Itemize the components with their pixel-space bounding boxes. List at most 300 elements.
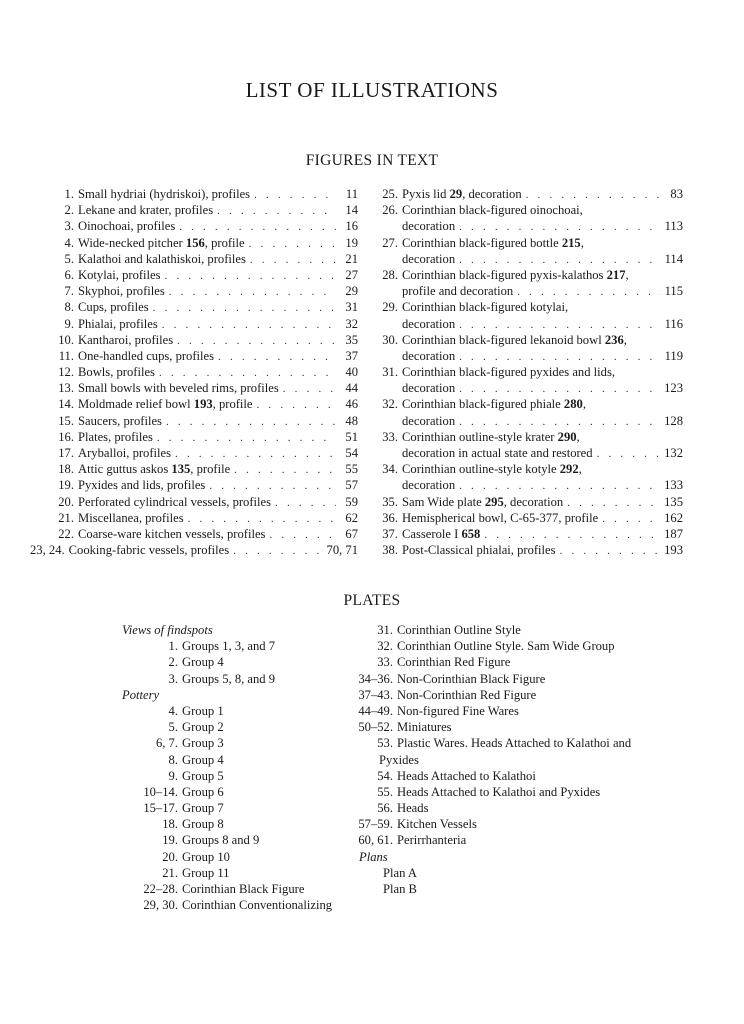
figure-caption: Phialai, profiles: [78, 316, 158, 331]
figure-number: 32.: [382, 397, 398, 412]
plan-entry: Plan A: [383, 865, 417, 880]
plate-number: 32.: [377, 639, 393, 654]
leader-dots: [459, 478, 660, 494]
figure-entry: [54, 461, 358, 477]
page-number: 19: [345, 235, 358, 250]
page-number: 35: [345, 332, 358, 347]
leader-dots: [249, 236, 336, 252]
figure-caption: decoration: [402, 348, 456, 363]
page-number: 48: [345, 413, 358, 428]
figure-number: 33.: [382, 429, 398, 444]
leader-dots: [209, 478, 336, 494]
page-number: 113: [664, 219, 683, 234]
figure-caption: Corinthian outline-style krater 290,: [402, 429, 580, 444]
figure-caption: Kantharoi, profiles: [78, 332, 174, 347]
figure-number: 23, 24.: [30, 543, 65, 558]
leader-dots: [254, 187, 336, 203]
plate-number: 2.: [168, 655, 178, 670]
page-number: 21: [345, 251, 358, 266]
leader-dots: [517, 284, 660, 300]
figure-entry: [370, 429, 683, 445]
figure-number: 13.: [58, 381, 74, 396]
figure-number: 12.: [58, 365, 74, 380]
figure-entry: [54, 235, 358, 251]
figure-number: 18.: [58, 462, 74, 477]
figure-caption: decoration: [402, 219, 456, 234]
figure-entry: [370, 461, 683, 477]
figure-caption: Moldmade relief bowl 193, profile: [78, 397, 253, 412]
leader-dots: [157, 430, 336, 446]
figure-number: 22.: [58, 526, 74, 541]
leader-dots: [269, 527, 336, 543]
figure-caption: decoration: [402, 381, 456, 396]
figure-caption: Lekane and krater, profiles: [78, 203, 214, 218]
plate-entry: [122, 784, 362, 800]
leader-dots: [234, 462, 336, 478]
plate-caption: Corinthian Outline Style. Sam Wide Group: [397, 639, 615, 654]
figure-entry: [370, 510, 683, 526]
catalogue-number: 290: [557, 429, 577, 444]
plates-heading: PLATES: [343, 592, 401, 609]
plate-number: 53.: [377, 736, 393, 751]
figure-entry: [54, 364, 358, 380]
figure-entry: [370, 251, 683, 267]
plate-caption: Groups 8 and 9: [182, 833, 260, 848]
catalogue-number: 292: [559, 462, 579, 477]
plate-caption: Non-Corinthian Black Figure: [397, 671, 546, 686]
figure-caption: Corinthian black-figured phiale 280,: [402, 397, 586, 412]
plate-caption: Group 8: [182, 817, 224, 832]
figure-entry: [370, 186, 683, 202]
figure-caption: decoration: [402, 316, 456, 331]
catalogue-number: 295: [484, 494, 504, 509]
figure-number: 8.: [64, 300, 74, 315]
leader-dots: [250, 252, 336, 268]
catalogue-number: 135: [171, 462, 191, 477]
plate-caption: Plastic Wares. Heads Attached to Kalathoi and: [397, 736, 632, 751]
page-number: 114: [664, 251, 683, 266]
page-number: 11: [345, 187, 358, 201]
page-number: 29: [345, 284, 358, 299]
figure-entry: [54, 413, 358, 429]
plate-number: 34–36.: [358, 671, 393, 686]
catalogue-number: 29: [449, 187, 463, 201]
plate-caption: Group 7: [182, 801, 224, 816]
figure-number: 34.: [382, 462, 398, 477]
plate-entry: [122, 816, 362, 832]
plate-number: 8.: [168, 752, 178, 767]
figure-number: 3.: [64, 219, 74, 234]
leader-dots: [560, 543, 661, 559]
plate-entry: [337, 687, 689, 703]
plate-number: 29, 30.: [143, 898, 178, 913]
leader-dots: [283, 381, 336, 397]
figure-number: 38.: [382, 543, 398, 558]
page-number: 14: [345, 203, 358, 218]
plate-entry: [122, 768, 362, 784]
leader-dots: [233, 543, 322, 559]
leader-dots: [459, 219, 660, 235]
page-number: 187: [664, 526, 683, 541]
leader-dots: [602, 511, 660, 527]
plan-entry: Plan B: [383, 882, 417, 896]
plate-number: 15–17.: [143, 801, 178, 816]
catalogue-number: 215: [561, 235, 581, 250]
plate-caption: Group 11: [182, 865, 230, 880]
plate-entry: [122, 719, 362, 735]
figures-heading: FIGURES IN TEXT: [305, 152, 439, 169]
figure-caption: Kalathoi and kalathiskoi, profiles: [78, 251, 246, 266]
plate-number: 44–49.: [358, 703, 393, 718]
plate-number: 31.: [377, 623, 393, 637]
page-number: 67: [345, 526, 358, 541]
page-number: 44: [345, 381, 358, 396]
leader-dots: [567, 495, 660, 511]
page-number: 32: [345, 316, 358, 331]
plate-entry: [122, 865, 362, 881]
figure-caption: Miscellanea, profiles: [78, 510, 184, 525]
figure-entry: [370, 299, 683, 315]
figure-number: 20.: [58, 494, 74, 509]
page-number: 116: [664, 316, 683, 331]
figure-caption: Small hydriai (hydriskoi), profiles: [78, 187, 251, 201]
figure-number: 9.: [64, 316, 74, 331]
plate-entry: [122, 752, 362, 768]
figure-caption: Corinthian outline-style kotyle 292,: [402, 462, 582, 477]
figure-entry: [54, 429, 358, 445]
plate-number: 1.: [168, 639, 178, 654]
page-number: 62: [345, 510, 358, 525]
figure-caption: Oinochoai, profiles: [78, 219, 176, 234]
plate-entry: [122, 671, 362, 687]
figure-caption: Corinthian black-figured lekanoid bowl 236,: [402, 332, 627, 347]
figure-entry: [370, 332, 683, 348]
figure-caption: Corinthian black-figured pyxis-kalathos 217,: [402, 267, 629, 282]
figure-caption: Cups, profiles: [78, 300, 149, 315]
plate-entry: [337, 671, 689, 687]
leader-dots: [257, 397, 336, 413]
figure-entry: [54, 299, 358, 315]
plate-caption: Groups 5, 8, and 9: [182, 671, 276, 686]
figure-entry: [54, 445, 358, 461]
catalogue-number: 193: [193, 397, 213, 412]
figure-caption: Post-Classical phialai, profiles: [402, 543, 556, 558]
figure-caption: Coarse-ware kitchen vessels, profiles: [78, 526, 266, 541]
page-number: 51: [345, 429, 358, 444]
plate-number: 56.: [377, 801, 393, 816]
figure-entry: [54, 510, 358, 526]
leader-dots: [275, 495, 336, 511]
leader-dots: [526, 187, 661, 203]
figure-entry: [54, 348, 358, 364]
figure-number: 5.: [64, 251, 74, 266]
plate-entry: [122, 897, 362, 913]
plate-caption: Non-figured Fine Wares: [397, 703, 519, 718]
figure-caption: decoration in actual state and restored: [402, 446, 593, 460]
plate-number: 5.: [168, 720, 178, 735]
figure-caption: decoration: [402, 251, 456, 266]
figure-entry: [370, 364, 683, 380]
figure-caption: Bowls, profiles: [78, 365, 155, 380]
figure-number: 16.: [58, 429, 74, 444]
figure-number: 7.: [64, 284, 74, 299]
figure-entry: [54, 380, 358, 396]
page-number: 40: [345, 365, 358, 380]
figure-entry: [370, 218, 683, 234]
figure-number: 36.: [382, 510, 398, 525]
plate-number: 22–28.: [143, 882, 178, 896]
leader-dots: [166, 414, 336, 430]
figure-entry: [370, 396, 683, 412]
figure-entry: [370, 526, 683, 542]
figure-caption: Corinthian black-figured kotylai,: [402, 300, 569, 315]
leader-dots: [188, 511, 336, 527]
plate-caption: Perirrhanteria: [397, 833, 467, 848]
page-number: 83: [670, 187, 683, 201]
figure-caption: Cooking-fabric vessels, profiles: [68, 543, 230, 558]
leader-dots: [459, 414, 660, 430]
figure-entry: [54, 202, 358, 218]
figure-number: 17.: [58, 446, 74, 460]
figure-entry: [370, 380, 683, 396]
figure-number: 25.: [382, 187, 398, 201]
page-number: 162: [664, 510, 683, 525]
page-number: 115: [664, 284, 683, 299]
plate-caption: Pyxides: [379, 752, 419, 767]
figure-number: 30.: [382, 332, 398, 347]
plate-caption: Miniatures: [397, 720, 452, 735]
figure-caption: Small bowls with beveled rims, profiles: [78, 381, 279, 396]
leader-dots: [217, 203, 336, 219]
figure-number: 14.: [58, 397, 74, 412]
page-title: LIST OF ILLUSTRATIONS: [245, 78, 499, 102]
plate-entry: [122, 735, 362, 751]
page-number: 59: [345, 494, 358, 509]
figure-entry: [54, 283, 358, 299]
figure-entry: [370, 283, 683, 299]
leader-dots: [162, 317, 336, 333]
catalogue-number: 217: [606, 267, 626, 282]
figure-caption: Skyphoi, profiles: [78, 284, 165, 299]
leader-dots: [459, 381, 660, 397]
figure-entry: [54, 332, 358, 348]
figures-list-left: [30, 186, 358, 558]
catalogue-number: 236: [604, 332, 624, 347]
figure-entry: [370, 235, 683, 251]
figure-caption: Sam Wide plate 295, decoration: [402, 494, 564, 509]
figure-number: 11.: [58, 348, 74, 363]
plate-caption: Kitchen Vessels: [397, 817, 477, 832]
plate-entry: [122, 800, 362, 816]
page-number: 27: [345, 267, 358, 282]
plate-caption: Group 4: [182, 655, 224, 670]
plate-number: 33.: [377, 655, 393, 670]
figure-entry: [54, 396, 358, 412]
leader-dots: [177, 333, 336, 349]
figure-entry: [370, 348, 683, 364]
plate-entry: [337, 752, 689, 768]
plate-entry: [122, 832, 362, 848]
plate-caption: Corinthian Outline Style: [397, 623, 521, 637]
plate-caption: Corinthian Black Figure: [182, 882, 305, 896]
figures-list-right: [370, 186, 683, 558]
plate-entry: [122, 638, 362, 654]
plate-entry: [122, 881, 362, 897]
figure-caption: Pyxides and lids, profiles: [78, 478, 206, 493]
figure-number: 1.: [64, 187, 74, 201]
plate-number: 10–14.: [143, 784, 178, 799]
figure-caption: decoration: [402, 413, 456, 428]
plate-entry: [337, 638, 689, 654]
figure-number: 6.: [64, 267, 74, 282]
leader-dots: [159, 365, 336, 381]
figure-caption: Corinthian black-figured bottle 215,: [402, 235, 584, 250]
catalogue-number: 658: [461, 526, 481, 541]
figure-entry: [370, 202, 683, 218]
plate-number: 20.: [162, 849, 178, 864]
page-number: 55: [345, 462, 358, 477]
plate-caption: Corinthian Conventionalizing: [182, 898, 333, 913]
leader-dots: [153, 300, 336, 316]
leader-dots: [218, 349, 336, 365]
plates-section-label: Plans: [359, 849, 388, 864]
figure-entry: [54, 186, 358, 202]
plate-entry: [337, 622, 689, 638]
figure-entry: [370, 267, 683, 283]
plate-entry: [337, 719, 689, 735]
figure-caption: Corinthian black-figured oinochoai,: [402, 203, 583, 218]
leader-dots: [459, 252, 660, 268]
page-number: 54: [345, 446, 358, 460]
leader-dots: [165, 268, 336, 284]
plate-number: 21.: [162, 865, 178, 880]
page-number: 132: [664, 446, 683, 460]
page-number: 135: [664, 494, 683, 509]
figure-entry: [370, 542, 683, 558]
catalogue-number: 280: [563, 397, 583, 412]
figure-entry: [370, 445, 683, 461]
plate-caption: Group 4: [182, 752, 224, 767]
figure-caption: Saucers, profiles: [78, 413, 162, 428]
plate-caption: Group 6: [182, 784, 224, 799]
figure-entry: [54, 218, 358, 234]
figure-entry: [54, 316, 358, 332]
plate-number: 37–43.: [358, 687, 393, 702]
plates-list-left: [122, 622, 362, 913]
figure-number: 21.: [58, 510, 74, 525]
plate-caption: Corinthian Red Figure: [397, 655, 511, 670]
figure-caption: Casserole I 658: [402, 526, 481, 541]
page-number: 70, 71: [326, 543, 358, 558]
plates-section-label: Pottery: [122, 687, 160, 702]
plate-number: 54.: [377, 768, 393, 783]
figure-number: 27.: [382, 235, 398, 250]
plate-number: 9.: [168, 768, 178, 783]
plate-caption: Group 1: [182, 703, 224, 718]
plate-caption: Group 3: [182, 736, 224, 751]
figure-number: 19.: [58, 478, 74, 493]
figure-caption: Wide-necked pitcher 156, profile: [78, 235, 245, 250]
plate-entry: [337, 654, 689, 670]
page-number: 119: [664, 348, 683, 363]
figure-number: 28.: [382, 267, 398, 282]
page-number: 128: [664, 413, 683, 428]
figure-caption: Perforated cylindrical vessels, profiles: [78, 494, 272, 509]
figure-number: 15.: [58, 413, 74, 428]
figure-caption: Pyxis lid 29, decoration: [402, 187, 522, 201]
figure-entry: [30, 542, 358, 558]
figure-caption: Aryballoi, profiles: [78, 446, 172, 460]
plate-entry: [337, 784, 689, 800]
page-number: 46: [345, 397, 358, 412]
plate-number: 60, 61.: [358, 833, 393, 848]
figure-number: 31.: [382, 365, 398, 380]
plate-caption: Group 10: [182, 849, 230, 864]
page-number: 31: [345, 300, 358, 315]
figure-caption: Attic guttus askos 135, profile: [78, 462, 231, 477]
plate-entry: [337, 816, 689, 832]
plate-caption: Heads: [397, 801, 429, 816]
figure-entry: [54, 251, 358, 267]
page-number: 16: [345, 219, 358, 234]
plate-number: 6, 7.: [155, 736, 178, 751]
plate-number: 50–52.: [358, 720, 393, 735]
plate-number: 4.: [168, 703, 178, 718]
figure-entry: [370, 316, 683, 332]
plate-entry: [122, 849, 362, 865]
figure-number: 37.: [382, 526, 398, 541]
figure-entry: [54, 526, 358, 542]
figure-entry: [370, 494, 683, 510]
leader-dots: [459, 349, 660, 365]
figure-number: 35.: [382, 494, 398, 509]
plate-caption: Heads Attached to Kalathoi and Pyxides: [397, 784, 601, 799]
leader-dots: [484, 527, 660, 543]
figure-number: 4.: [64, 235, 74, 250]
figure-number: 26.: [382, 203, 398, 218]
figure-caption: decoration: [402, 478, 456, 493]
plate-entry: [337, 832, 689, 848]
leader-dots: [597, 446, 661, 462]
catalogue-number: 156: [185, 235, 205, 250]
plate-caption: Groups 1, 3, and 7: [182, 639, 276, 654]
page-number: 133: [664, 478, 683, 493]
plate-caption: Non-Corinthian Red Figure: [397, 687, 537, 702]
plates-section-label: Views of findspots: [122, 623, 213, 637]
figure-entry: [54, 477, 358, 493]
plate-caption: Group 5: [182, 768, 224, 783]
plate-entry: [337, 800, 689, 816]
leader-dots: [169, 284, 336, 300]
figure-number: 2.: [64, 203, 74, 218]
plate-entry: [337, 703, 689, 719]
figure-number: 10.: [58, 332, 74, 347]
plate-number: 18.: [162, 817, 178, 832]
figure-entry: [54, 494, 358, 510]
plate-caption: Group 2: [182, 720, 224, 735]
figure-entry: [54, 267, 358, 283]
figure-caption: Hemispherical bowl, C-65-377, profile: [402, 510, 599, 525]
leader-dots: [459, 317, 660, 333]
page-number: 193: [664, 543, 683, 558]
plate-number: 55.: [377, 784, 393, 799]
plate-entry: [337, 768, 689, 784]
figure-entry: [370, 413, 683, 429]
figure-caption: Kotylai, profiles: [78, 267, 161, 282]
page-number: 57: [345, 478, 358, 493]
page-number: 123: [664, 381, 683, 396]
plates-list-right: [359, 622, 689, 897]
